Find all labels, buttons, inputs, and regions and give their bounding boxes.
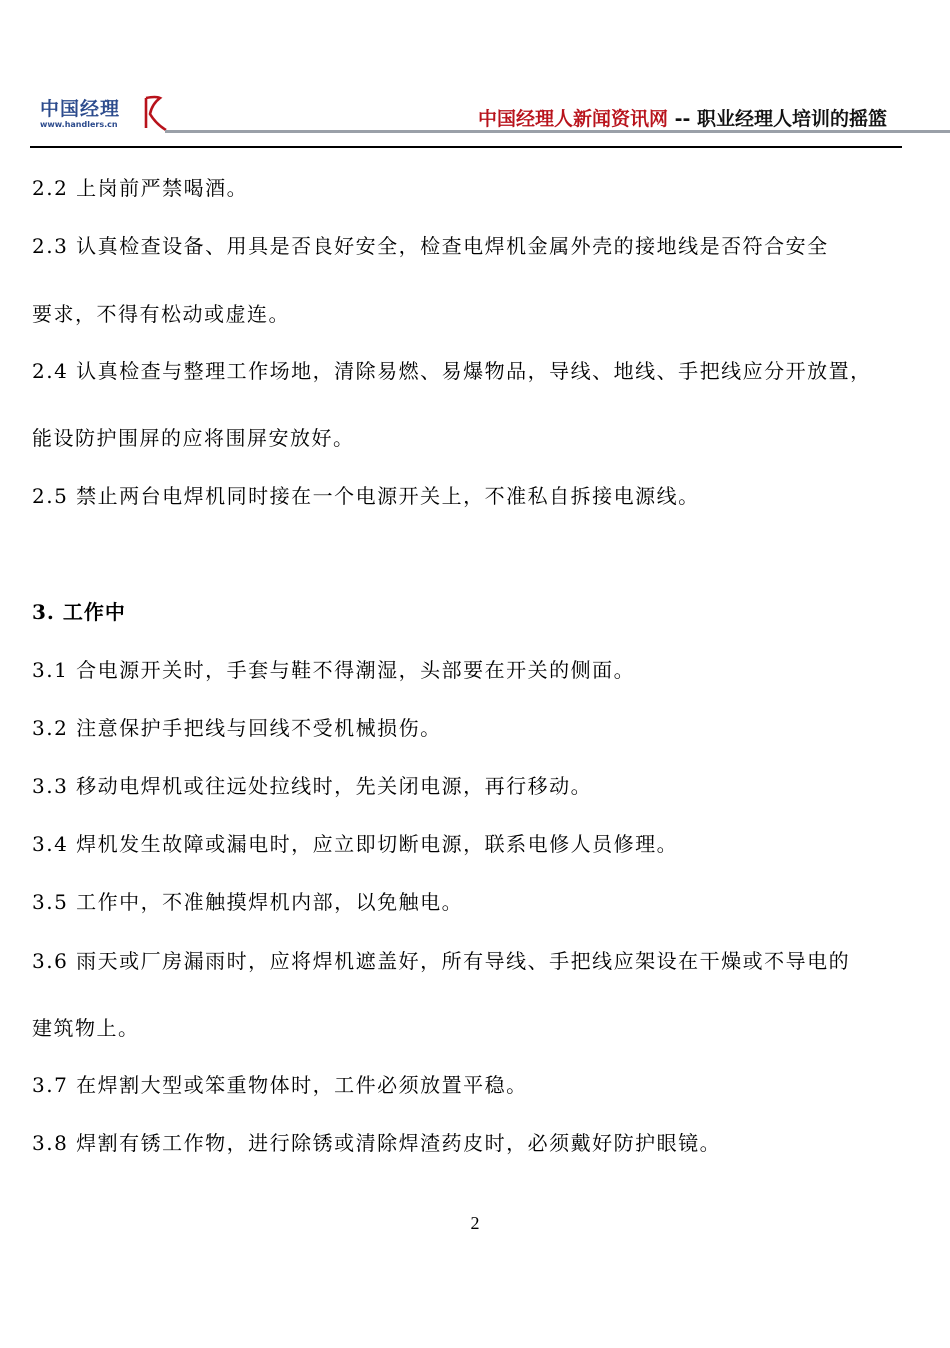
site-title-slogan: 职业经理人培训的摇篮: [697, 108, 888, 130]
paragraph-2-2: 2.2 上岗前严禁喝酒。: [32, 176, 249, 200]
paragraph-3-6-line2: 建筑物上。: [32, 1016, 140, 1040]
paragraph-3-3: 3.3 移动电焊机或往远处拉线时，先关闭电源，再行移动。: [32, 774, 593, 798]
paragraph-3-7: 3.7 在焊割大型或笨重物体时，工件必须放置平稳。: [32, 1073, 528, 1097]
section-heading-3: 3. 工作中: [32, 600, 126, 624]
logo-url: www.handlers.cn: [40, 120, 118, 129]
logo-mark-icon: [142, 94, 168, 132]
paragraph-3-1: 3.1 合电源开关时，手套与鞋不得潮湿，头部要在开关的侧面。: [32, 658, 636, 682]
paragraph-3-4: 3.4 焊机发生故障或漏电时，应立即切断电源，联系电修人员修理。: [32, 832, 679, 856]
paragraph-3-2: 3.2 注意保护手把线与回线不受机械损伤。: [32, 716, 442, 740]
paragraph-2-3-line2: 要求，不得有松动或虚连。: [32, 302, 290, 326]
page-number: 2: [470, 1213, 480, 1233]
header-rule-black: [30, 146, 902, 148]
paragraph-3-8: 3.8 焊割有锈工作物，进行除锈或清除焊渣药皮时，必须戴好防护眼镜。: [32, 1131, 722, 1155]
paragraph-2-3-line1: 2.3 认真检查设备、用具是否良好安全，检查电焊机金属外壳的接地线是否符合安全: [32, 234, 829, 258]
paragraph-2-4-line1: 2.4 认真检查与整理工作场地，清除易燃、易爆物品，导线、地线、手把线应分开放置，: [32, 359, 872, 383]
site-title: [478, 104, 887, 131]
paragraph-3-6-line1: 3.6 雨天或厂房漏雨时，应将焊机遮盖好，所有导线、手把线应架设在干燥或不导电的: [32, 949, 851, 973]
page-header: [0, 0, 950, 150]
paragraph-2-5: 2.5 禁止两台电焊机同时接在一个电源开关上，不准私自拆接电源线。: [32, 484, 700, 508]
site-title-main: 中国经理人新闻资讯网: [478, 108, 669, 130]
logo-text: 中国经理: [40, 98, 121, 120]
logo: [38, 92, 168, 140]
header-rule-gray: [165, 130, 950, 133]
site-title-separator: --: [668, 108, 698, 130]
paragraph-2-4-line2: 能设防护围屏的应将围屏安放好。: [32, 426, 355, 450]
paragraph-3-5: 3.5 工作中，不准触摸焊机内部，以免触电。: [32, 890, 464, 914]
